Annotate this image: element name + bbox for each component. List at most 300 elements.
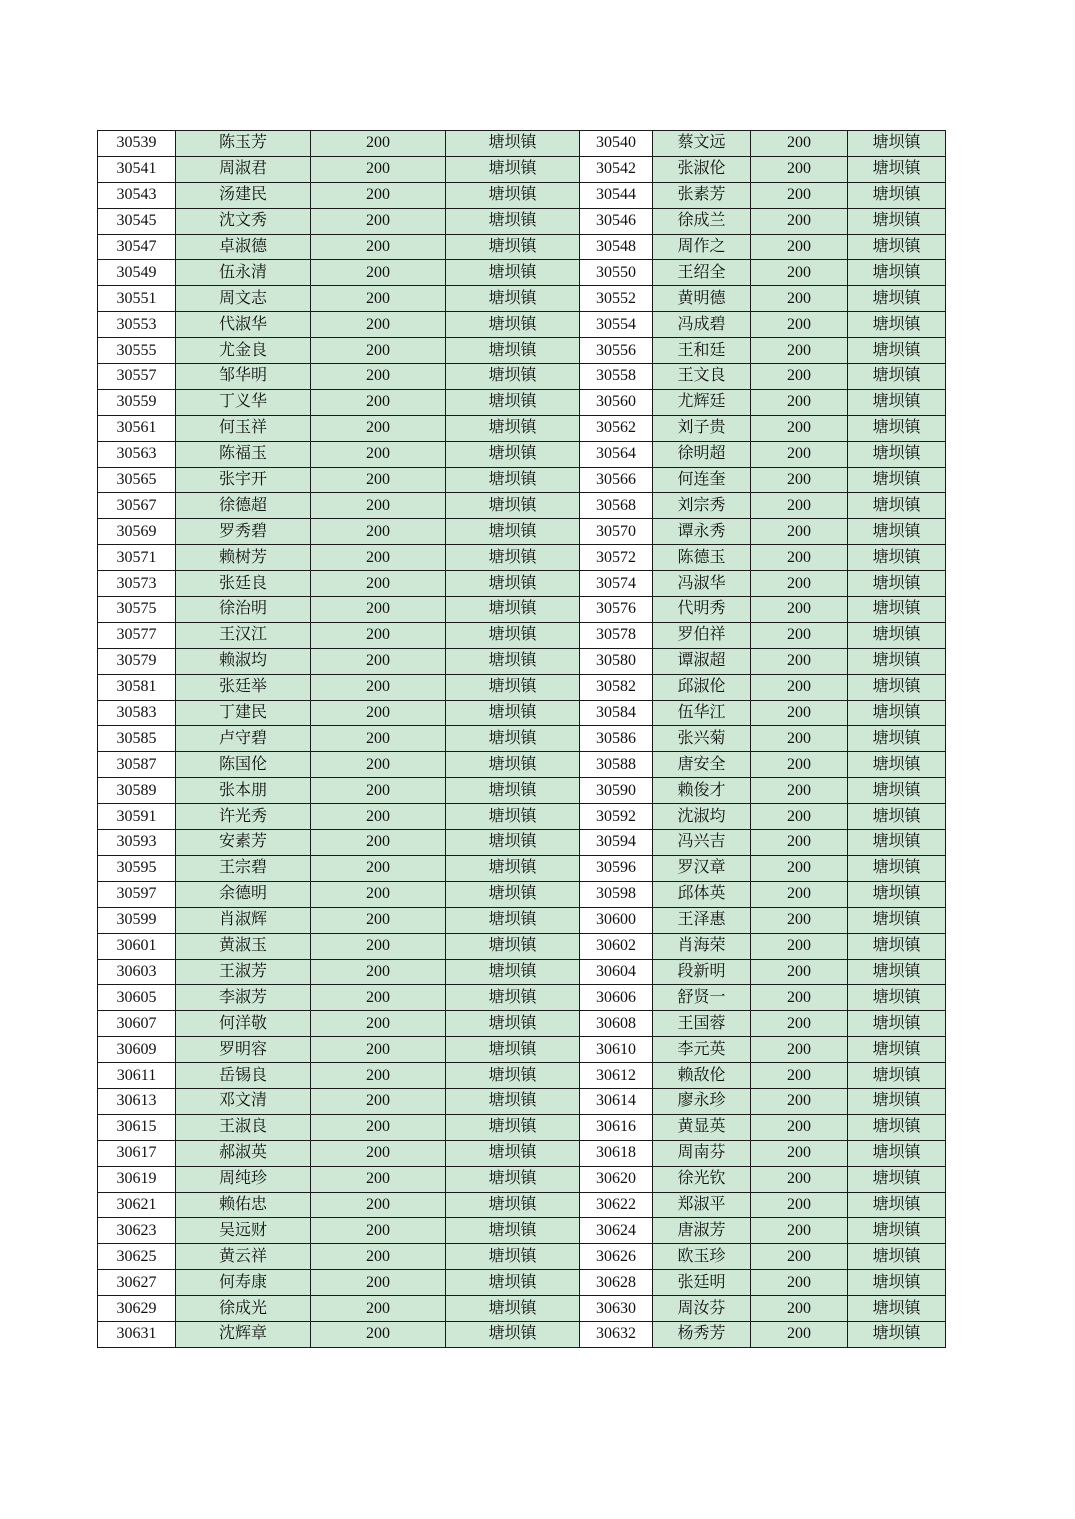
- right-town-cell: 塘坝镇: [848, 700, 946, 726]
- table-row: [98, 1037, 946, 1063]
- right-town-cell: 塘坝镇: [848, 131, 946, 157]
- right-name-cell: 邱淑伦: [653, 674, 751, 700]
- left-town-cell: 塘坝镇: [446, 1140, 580, 1166]
- right-id-cell: 30566: [580, 467, 653, 493]
- right-amount-cell: 200: [751, 830, 848, 856]
- table-row: [98, 830, 946, 856]
- table-row: [98, 907, 946, 933]
- right-amount-cell: 200: [751, 1321, 848, 1347]
- table-row: [98, 1088, 946, 1114]
- left-amount-cell: 200: [311, 131, 446, 157]
- right-name-cell: 唐安全: [653, 752, 751, 778]
- left-amount-cell: 200: [311, 622, 446, 648]
- right-id-cell: 30558: [580, 364, 653, 390]
- right-amount-cell: 200: [751, 312, 848, 338]
- table-row: [98, 519, 946, 545]
- left-town-cell: 塘坝镇: [446, 415, 580, 441]
- right-name-cell: 王和廷: [653, 338, 751, 364]
- right-id-cell: 30606: [580, 985, 653, 1011]
- left-id-cell: 30613: [98, 1088, 176, 1114]
- table-row: [98, 1244, 946, 1270]
- left-id-cell: 30541: [98, 156, 176, 182]
- right-amount-cell: 200: [751, 1088, 848, 1114]
- right-name-cell: 张廷明: [653, 1270, 751, 1296]
- left-name-cell: 卢守碧: [176, 726, 311, 752]
- right-name-cell: 赖敌伦: [653, 1063, 751, 1089]
- right-id-cell: 30594: [580, 830, 653, 856]
- right-name-cell: 邱体英: [653, 881, 751, 907]
- right-town-cell: 塘坝镇: [848, 571, 946, 597]
- left-town-cell: 塘坝镇: [446, 752, 580, 778]
- table-row: [98, 389, 946, 415]
- table-row: [98, 364, 946, 390]
- left-amount-cell: 200: [311, 1088, 446, 1114]
- left-name-cell: 何洋敬: [176, 1011, 311, 1037]
- left-id-cell: 30591: [98, 804, 176, 830]
- right-town-cell: 塘坝镇: [848, 881, 946, 907]
- table-row: [98, 622, 946, 648]
- right-town-cell: 塘坝镇: [848, 1166, 946, 1192]
- left-amount-cell: 200: [311, 286, 446, 312]
- left-name-cell: 罗明容: [176, 1037, 311, 1063]
- left-amount-cell: 200: [311, 648, 446, 674]
- right-amount-cell: 200: [751, 1140, 848, 1166]
- table-row: [98, 1270, 946, 1296]
- right-name-cell: 杨秀芳: [653, 1321, 751, 1347]
- left-name-cell: 罗秀碧: [176, 519, 311, 545]
- left-town-cell: 塘坝镇: [446, 1244, 580, 1270]
- table-row: [98, 415, 946, 441]
- right-amount-cell: 200: [751, 1114, 848, 1140]
- left-amount-cell: 200: [311, 726, 446, 752]
- right-id-cell: 30612: [580, 1063, 653, 1089]
- left-name-cell: 赖淑均: [176, 648, 311, 674]
- left-id-cell: 30629: [98, 1296, 176, 1322]
- right-id-cell: 30584: [580, 700, 653, 726]
- right-id-cell: 30630: [580, 1296, 653, 1322]
- table-row: [98, 545, 946, 571]
- right-town-cell: 塘坝镇: [848, 364, 946, 390]
- left-town-cell: 塘坝镇: [446, 1321, 580, 1347]
- right-name-cell: 舒贤一: [653, 985, 751, 1011]
- left-town-cell: 塘坝镇: [446, 700, 580, 726]
- left-town-cell: 塘坝镇: [446, 1114, 580, 1140]
- right-name-cell: 徐成兰: [653, 208, 751, 234]
- left-name-cell: 吴远财: [176, 1218, 311, 1244]
- right-name-cell: 周作之: [653, 234, 751, 260]
- right-id-cell: 30592: [580, 804, 653, 830]
- left-amount-cell: 200: [311, 182, 446, 208]
- table-row: [98, 467, 946, 493]
- right-name-cell: 蔡文远: [653, 131, 751, 157]
- right-name-cell: 尤辉廷: [653, 389, 751, 415]
- left-amount-cell: 200: [311, 597, 446, 623]
- right-town-cell: 塘坝镇: [848, 959, 946, 985]
- table-row: [98, 131, 946, 157]
- left-id-cell: 30583: [98, 700, 176, 726]
- table-row: [98, 959, 946, 985]
- left-name-cell: 肖淑辉: [176, 907, 311, 933]
- right-amount-cell: 200: [751, 260, 848, 286]
- right-id-cell: 30572: [580, 545, 653, 571]
- left-town-cell: 塘坝镇: [446, 1192, 580, 1218]
- left-amount-cell: 200: [311, 752, 446, 778]
- right-town-cell: 塘坝镇: [848, 156, 946, 182]
- left-id-cell: 30545: [98, 208, 176, 234]
- left-id-cell: 30621: [98, 1192, 176, 1218]
- right-id-cell: 30564: [580, 441, 653, 467]
- left-amount-cell: 200: [311, 260, 446, 286]
- right-name-cell: 王文良: [653, 364, 751, 390]
- left-name-cell: 卓淑德: [176, 234, 311, 260]
- left-town-cell: 塘坝镇: [446, 389, 580, 415]
- table-row: [98, 855, 946, 881]
- left-id-cell: 30581: [98, 674, 176, 700]
- right-id-cell: 30598: [580, 881, 653, 907]
- left-amount-cell: 200: [311, 1296, 446, 1322]
- right-town-cell: 塘坝镇: [848, 338, 946, 364]
- left-name-cell: 代淑华: [176, 312, 311, 338]
- table-row: [98, 933, 946, 959]
- left-town-cell: 塘坝镇: [446, 286, 580, 312]
- left-name-cell: 沈辉章: [176, 1321, 311, 1347]
- left-name-cell: 邓文清: [176, 1088, 311, 1114]
- right-amount-cell: 200: [751, 467, 848, 493]
- left-amount-cell: 200: [311, 441, 446, 467]
- right-amount-cell: 200: [751, 674, 848, 700]
- right-amount-cell: 200: [751, 208, 848, 234]
- left-amount-cell: 200: [311, 571, 446, 597]
- right-amount-cell: 200: [751, 571, 848, 597]
- right-id-cell: 30568: [580, 493, 653, 519]
- roster-body: [98, 131, 946, 1348]
- table-row: [98, 674, 946, 700]
- right-name-cell: 张兴菊: [653, 726, 751, 752]
- left-amount-cell: 200: [311, 493, 446, 519]
- right-town-cell: 塘坝镇: [848, 467, 946, 493]
- roster-table: [97, 130, 946, 1348]
- table-row: [98, 208, 946, 234]
- right-amount-cell: 200: [751, 1063, 848, 1089]
- left-name-cell: 黄云祥: [176, 1244, 311, 1270]
- table-row: [98, 1296, 946, 1322]
- left-amount-cell: 200: [311, 1011, 446, 1037]
- left-amount-cell: 200: [311, 778, 446, 804]
- left-name-cell: 张本朋: [176, 778, 311, 804]
- right-amount-cell: 200: [751, 726, 848, 752]
- left-id-cell: 30569: [98, 519, 176, 545]
- right-id-cell: 30552: [580, 286, 653, 312]
- right-name-cell: 黄明德: [653, 286, 751, 312]
- table-row: [98, 778, 946, 804]
- left-name-cell: 余德明: [176, 881, 311, 907]
- right-name-cell: 刘宗秀: [653, 493, 751, 519]
- right-amount-cell: 200: [751, 1011, 848, 1037]
- left-amount-cell: 200: [311, 208, 446, 234]
- right-amount-cell: 200: [751, 1270, 848, 1296]
- right-amount-cell: 200: [751, 700, 848, 726]
- table-row: [98, 752, 946, 778]
- right-id-cell: 30574: [580, 571, 653, 597]
- right-town-cell: 塘坝镇: [848, 1270, 946, 1296]
- left-name-cell: 周淑君: [176, 156, 311, 182]
- left-town-cell: 塘坝镇: [446, 312, 580, 338]
- left-id-cell: 30605: [98, 985, 176, 1011]
- right-id-cell: 30596: [580, 855, 653, 881]
- table-row: [98, 648, 946, 674]
- left-town-cell: 塘坝镇: [446, 1270, 580, 1296]
- left-town-cell: 塘坝镇: [446, 467, 580, 493]
- right-name-cell: 冯淑华: [653, 571, 751, 597]
- left-amount-cell: 200: [311, 415, 446, 441]
- left-amount-cell: 200: [311, 881, 446, 907]
- right-town-cell: 塘坝镇: [848, 182, 946, 208]
- left-amount-cell: 200: [311, 519, 446, 545]
- left-id-cell: 30587: [98, 752, 176, 778]
- right-amount-cell: 200: [751, 389, 848, 415]
- left-id-cell: 30543: [98, 182, 176, 208]
- right-name-cell: 冯兴吉: [653, 830, 751, 856]
- left-id-cell: 30597: [98, 881, 176, 907]
- right-amount-cell: 200: [751, 907, 848, 933]
- right-town-cell: 塘坝镇: [848, 1244, 946, 1270]
- left-id-cell: 30589: [98, 778, 176, 804]
- table-row: [98, 286, 946, 312]
- left-name-cell: 丁义华: [176, 389, 311, 415]
- right-id-cell: 30586: [580, 726, 653, 752]
- right-amount-cell: 200: [751, 778, 848, 804]
- table-row: [98, 1114, 946, 1140]
- right-name-cell: 李元英: [653, 1037, 751, 1063]
- left-id-cell: 30565: [98, 467, 176, 493]
- right-id-cell: 30628: [580, 1270, 653, 1296]
- right-id-cell: 30570: [580, 519, 653, 545]
- left-amount-cell: 200: [311, 1063, 446, 1089]
- right-name-cell: 陈德玉: [653, 545, 751, 571]
- left-amount-cell: 200: [311, 1114, 446, 1140]
- left-name-cell: 周文志: [176, 286, 311, 312]
- left-name-cell: 黄淑玉: [176, 933, 311, 959]
- left-town-cell: 塘坝镇: [446, 597, 580, 623]
- right-amount-cell: 200: [751, 1218, 848, 1244]
- right-id-cell: 30616: [580, 1114, 653, 1140]
- table-row: [98, 312, 946, 338]
- left-amount-cell: 200: [311, 830, 446, 856]
- left-amount-cell: 200: [311, 933, 446, 959]
- left-town-cell: 塘坝镇: [446, 1088, 580, 1114]
- right-amount-cell: 200: [751, 1166, 848, 1192]
- left-id-cell: 30579: [98, 648, 176, 674]
- left-amount-cell: 200: [311, 1037, 446, 1063]
- table-row: [98, 1321, 946, 1347]
- right-amount-cell: 200: [751, 286, 848, 312]
- right-town-cell: 塘坝镇: [848, 985, 946, 1011]
- right-id-cell: 30554: [580, 312, 653, 338]
- left-id-cell: 30571: [98, 545, 176, 571]
- right-id-cell: 30624: [580, 1218, 653, 1244]
- right-town-cell: 塘坝镇: [848, 778, 946, 804]
- table-row: [98, 1218, 946, 1244]
- table-row: [98, 338, 946, 364]
- table-row: [98, 985, 946, 1011]
- left-amount-cell: 200: [311, 700, 446, 726]
- left-name-cell: 丁建民: [176, 700, 311, 726]
- right-town-cell: 塘坝镇: [848, 1011, 946, 1037]
- left-id-cell: 30631: [98, 1321, 176, 1347]
- right-amount-cell: 200: [751, 1037, 848, 1063]
- right-town-cell: 塘坝镇: [848, 389, 946, 415]
- right-id-cell: 30588: [580, 752, 653, 778]
- right-amount-cell: 200: [751, 441, 848, 467]
- left-town-cell: 塘坝镇: [446, 907, 580, 933]
- left-id-cell: 30539: [98, 131, 176, 157]
- left-id-cell: 30611: [98, 1063, 176, 1089]
- table-row: [98, 1140, 946, 1166]
- right-amount-cell: 200: [751, 881, 848, 907]
- right-town-cell: 塘坝镇: [848, 1114, 946, 1140]
- left-id-cell: 30561: [98, 415, 176, 441]
- right-amount-cell: 200: [751, 597, 848, 623]
- right-town-cell: 塘坝镇: [848, 597, 946, 623]
- right-town-cell: 塘坝镇: [848, 830, 946, 856]
- left-id-cell: 30601: [98, 933, 176, 959]
- right-town-cell: 塘坝镇: [848, 674, 946, 700]
- left-amount-cell: 200: [311, 467, 446, 493]
- right-id-cell: 30608: [580, 1011, 653, 1037]
- right-id-cell: 30580: [580, 648, 653, 674]
- left-name-cell: 赖佑忠: [176, 1192, 311, 1218]
- right-town-cell: 塘坝镇: [848, 415, 946, 441]
- left-id-cell: 30549: [98, 260, 176, 286]
- right-id-cell: 30562: [580, 415, 653, 441]
- left-id-cell: 30609: [98, 1037, 176, 1063]
- right-amount-cell: 200: [751, 648, 848, 674]
- right-town-cell: 塘坝镇: [848, 1063, 946, 1089]
- left-id-cell: 30607: [98, 1011, 176, 1037]
- right-id-cell: 30540: [580, 131, 653, 157]
- left-name-cell: 王汉江: [176, 622, 311, 648]
- right-id-cell: 30582: [580, 674, 653, 700]
- right-id-cell: 30600: [580, 907, 653, 933]
- right-amount-cell: 200: [751, 415, 848, 441]
- left-name-cell: 张宇开: [176, 467, 311, 493]
- left-town-cell: 塘坝镇: [446, 1063, 580, 1089]
- right-id-cell: 30548: [580, 234, 653, 260]
- left-name-cell: 徐治明: [176, 597, 311, 623]
- left-town-cell: 塘坝镇: [446, 881, 580, 907]
- right-town-cell: 塘坝镇: [848, 752, 946, 778]
- left-town-cell: 塘坝镇: [446, 855, 580, 881]
- left-town-cell: 塘坝镇: [446, 571, 580, 597]
- left-id-cell: 30623: [98, 1218, 176, 1244]
- right-name-cell: 罗伯祥: [653, 622, 751, 648]
- right-id-cell: 30590: [580, 778, 653, 804]
- right-name-cell: 黄显英: [653, 1114, 751, 1140]
- left-amount-cell: 200: [311, 959, 446, 985]
- right-id-cell: 30550: [580, 260, 653, 286]
- left-id-cell: 30595: [98, 855, 176, 881]
- right-amount-cell: 200: [751, 156, 848, 182]
- table-row: [98, 1166, 946, 1192]
- right-town-cell: 塘坝镇: [848, 1321, 946, 1347]
- left-amount-cell: 200: [311, 804, 446, 830]
- left-amount-cell: 200: [311, 389, 446, 415]
- right-town-cell: 塘坝镇: [848, 622, 946, 648]
- left-amount-cell: 200: [311, 364, 446, 390]
- right-name-cell: 徐光钦: [653, 1166, 751, 1192]
- left-town-cell: 塘坝镇: [446, 1166, 580, 1192]
- left-town-cell: 塘坝镇: [446, 545, 580, 571]
- right-town-cell: 塘坝镇: [848, 441, 946, 467]
- left-id-cell: 30615: [98, 1114, 176, 1140]
- left-name-cell: 王淑良: [176, 1114, 311, 1140]
- left-amount-cell: 200: [311, 1270, 446, 1296]
- left-id-cell: 30551: [98, 286, 176, 312]
- table-row: [98, 182, 946, 208]
- right-name-cell: 张素芳: [653, 182, 751, 208]
- right-amount-cell: 200: [751, 1244, 848, 1270]
- left-amount-cell: 200: [311, 907, 446, 933]
- left-town-cell: 塘坝镇: [446, 493, 580, 519]
- right-town-cell: 塘坝镇: [848, 855, 946, 881]
- right-amount-cell: 200: [751, 182, 848, 208]
- left-name-cell: 汤建民: [176, 182, 311, 208]
- table-row: [98, 493, 946, 519]
- right-name-cell: 罗汉章: [653, 855, 751, 881]
- right-name-cell: 何连奎: [653, 467, 751, 493]
- right-amount-cell: 200: [751, 493, 848, 519]
- left-town-cell: 塘坝镇: [446, 519, 580, 545]
- right-town-cell: 塘坝镇: [848, 208, 946, 234]
- right-amount-cell: 200: [751, 752, 848, 778]
- right-name-cell: 王泽惠: [653, 907, 751, 933]
- right-name-cell: 周汝芬: [653, 1296, 751, 1322]
- right-town-cell: 塘坝镇: [848, 1296, 946, 1322]
- table-row: [98, 260, 946, 286]
- right-amount-cell: 200: [751, 622, 848, 648]
- left-id-cell: 30553: [98, 312, 176, 338]
- left-amount-cell: 200: [311, 234, 446, 260]
- left-amount-cell: 200: [311, 1166, 446, 1192]
- left-town-cell: 塘坝镇: [446, 726, 580, 752]
- left-name-cell: 徐德超: [176, 493, 311, 519]
- table-row: [98, 1063, 946, 1089]
- left-name-cell: 安素芳: [176, 830, 311, 856]
- right-name-cell: 王绍全: [653, 260, 751, 286]
- right-amount-cell: 200: [751, 804, 848, 830]
- left-id-cell: 30563: [98, 441, 176, 467]
- right-amount-cell: 200: [751, 364, 848, 390]
- right-name-cell: 刘子贵: [653, 415, 751, 441]
- table-row: [98, 597, 946, 623]
- left-town-cell: 塘坝镇: [446, 260, 580, 286]
- right-name-cell: 王国蓉: [653, 1011, 751, 1037]
- left-town-cell: 塘坝镇: [446, 985, 580, 1011]
- table-row: [98, 1011, 946, 1037]
- left-id-cell: 30599: [98, 907, 176, 933]
- right-id-cell: 30604: [580, 959, 653, 985]
- right-town-cell: 塘坝镇: [848, 907, 946, 933]
- left-town-cell: 塘坝镇: [446, 131, 580, 157]
- right-id-cell: 30556: [580, 338, 653, 364]
- left-id-cell: 30577: [98, 622, 176, 648]
- left-name-cell: 陈玉芳: [176, 131, 311, 157]
- right-town-cell: 塘坝镇: [848, 804, 946, 830]
- left-town-cell: 塘坝镇: [446, 1037, 580, 1063]
- right-name-cell: 肖海荣: [653, 933, 751, 959]
- left-town-cell: 塘坝镇: [446, 338, 580, 364]
- left-amount-cell: 200: [311, 1321, 446, 1347]
